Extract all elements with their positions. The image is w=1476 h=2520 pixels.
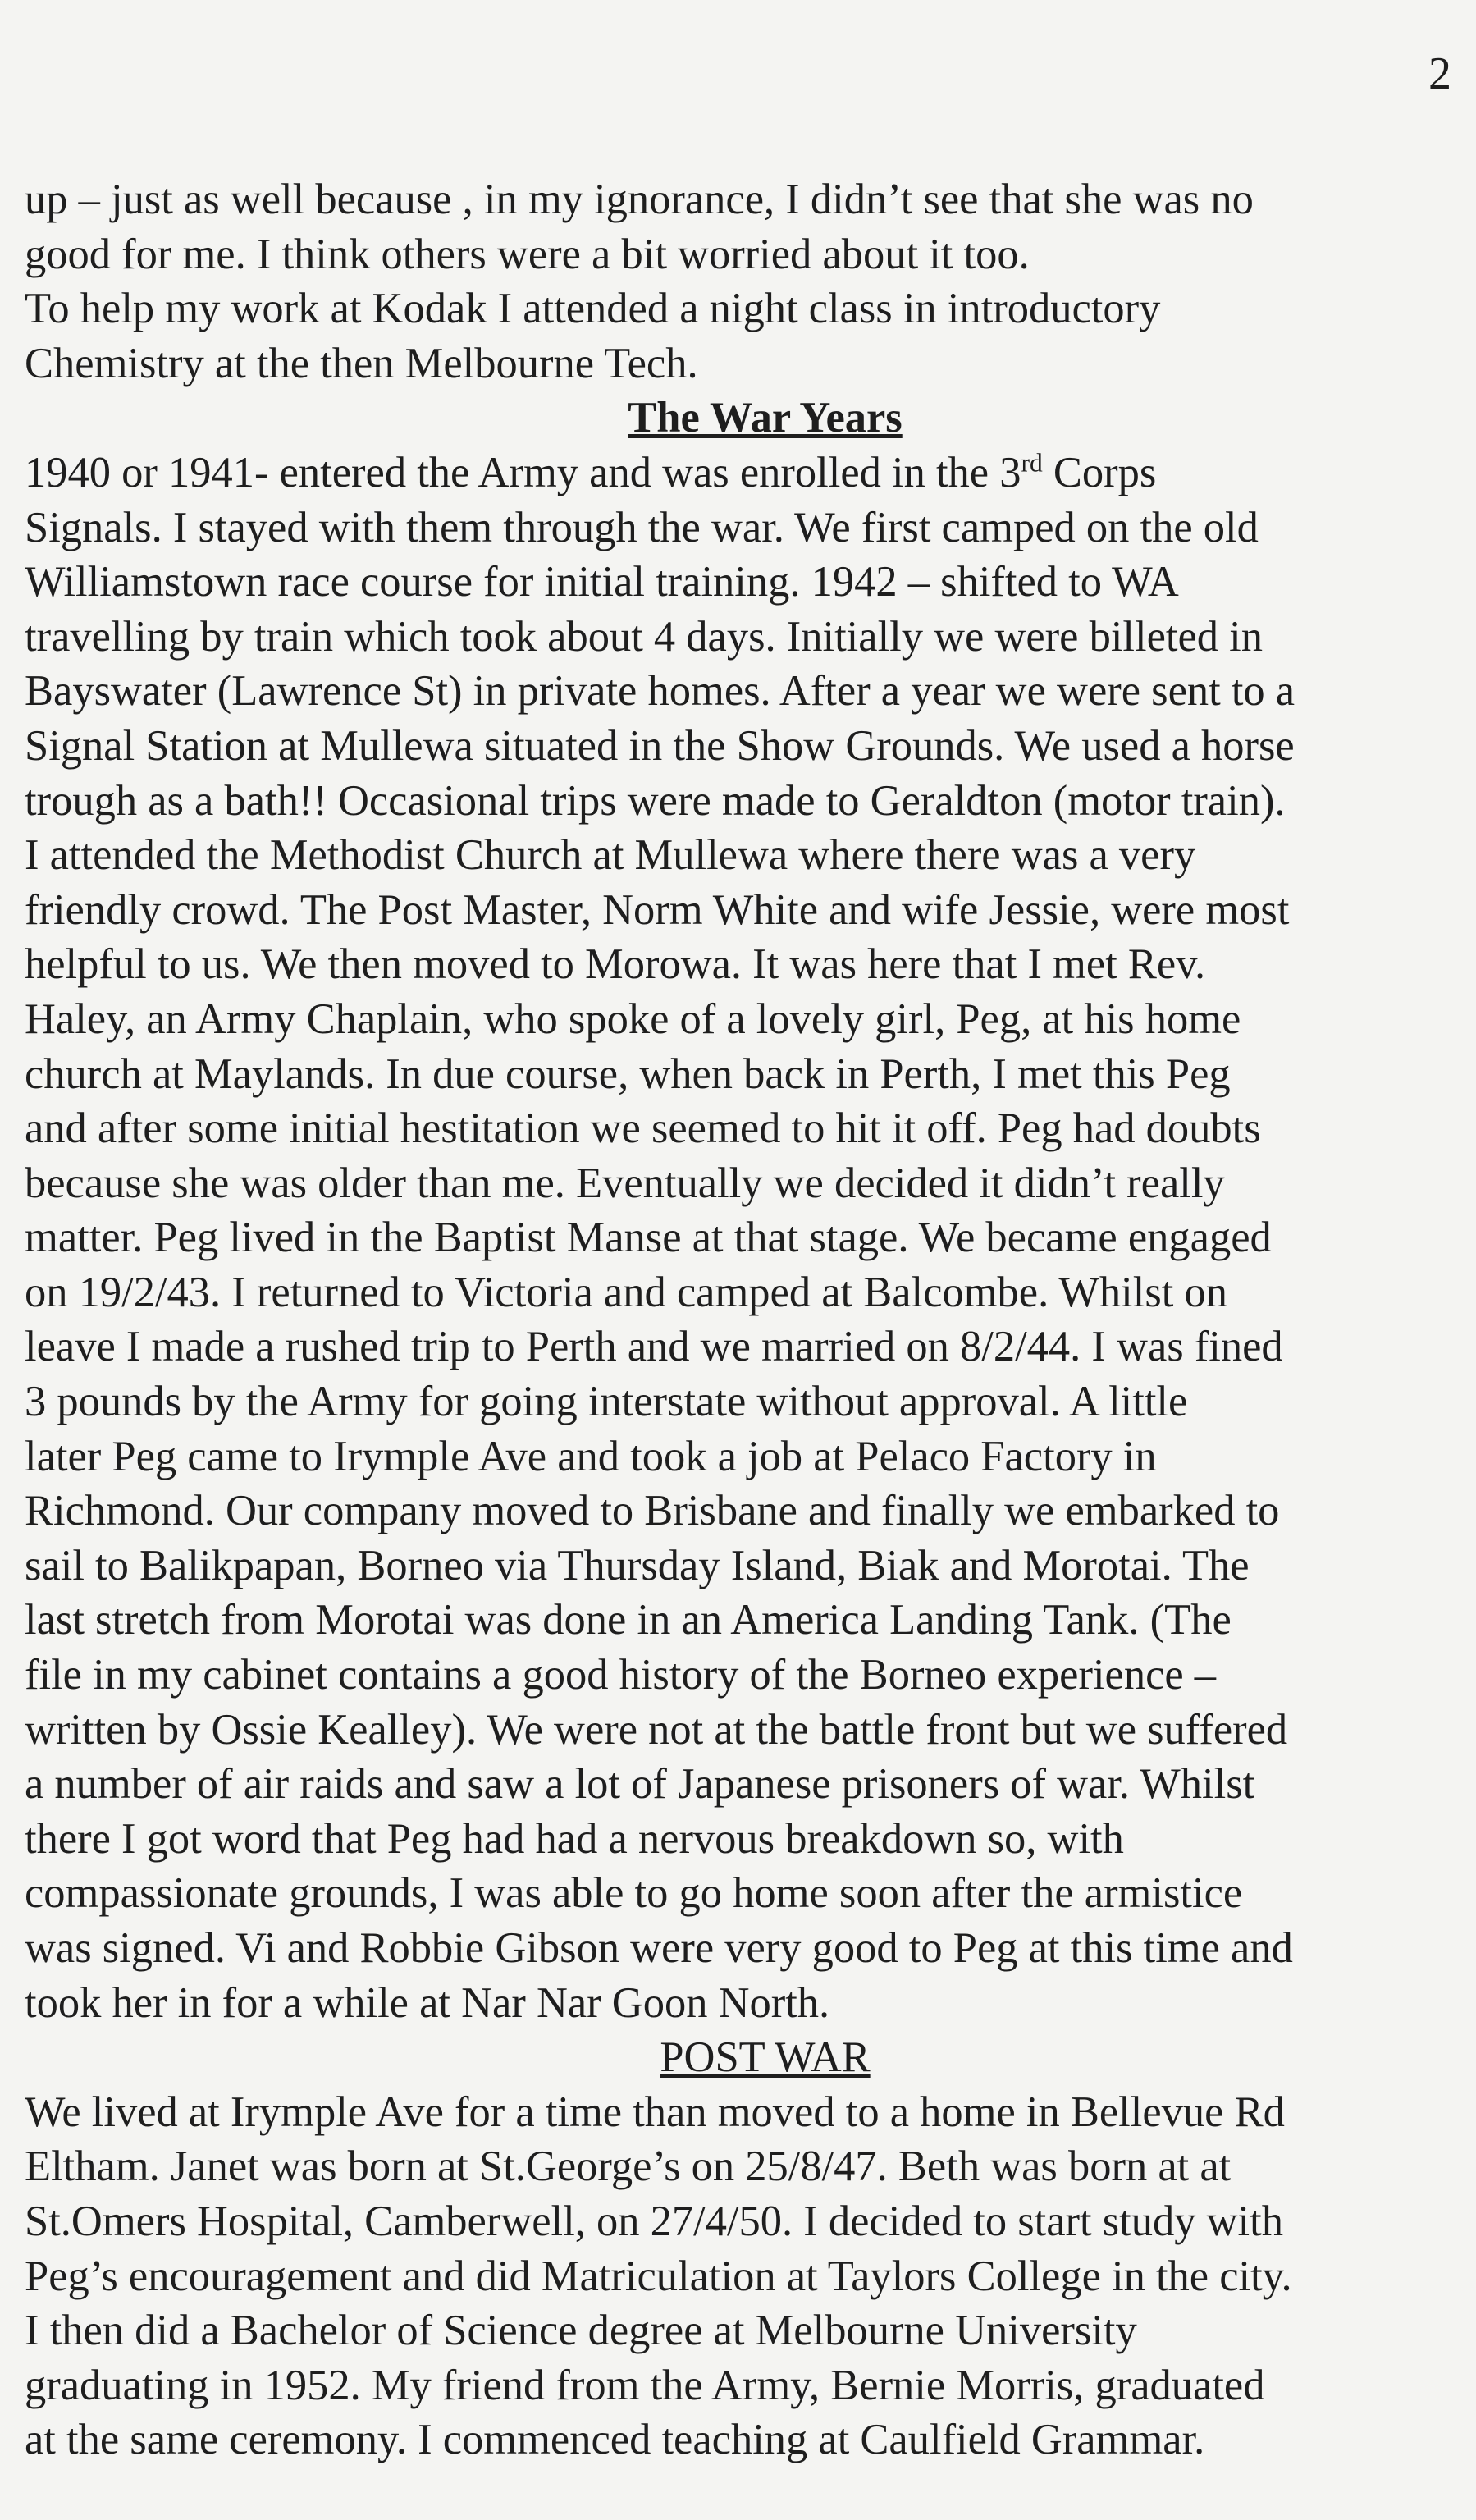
text-line: up – just as well because , in my ignorance, I didn’t see that she was no	[25, 176, 1254, 223]
text-line: trough as a bath!! Occasional trips were made to Geraldton (motor train).	[25, 776, 1286, 825]
text-line: I attended the Methodist Church at Mullewa where there was a very	[25, 831, 1196, 880]
text-line: a number of air raids and saw a lot of Japanese prisoners of war. Whilst	[25, 1760, 1255, 1809]
superscript-ordinal: rd	[1021, 448, 1043, 478]
text-line: was signed. Vi and Robbie Gibson were very good to Peg at this time and	[25, 1924, 1293, 1972]
page-number: 2	[1428, 48, 1451, 99]
text-line: Peg’s encouragement and did Matriculation at Taylors College in the city.	[25, 2252, 1292, 2300]
text-line: Chemistry at the then Melbourne Tech.	[25, 339, 698, 387]
text-line: Signals. I stayed with them through the war. We first camped on the old	[25, 503, 1259, 551]
section-heading-post-war: POST WAR	[660, 2033, 871, 2082]
text-line: To help my work at Kodak I attended a night class in introductory	[25, 285, 1161, 333]
text-line: St.Omers Hospital, Camberwell, on 27/4/50. I decided to start study with	[25, 2197, 1283, 2245]
text-line: compassionate grounds, I was able to go home soon after the armistice	[25, 1869, 1243, 1918]
text-line: took her in for a while at Nar Nar Goon North.	[25, 1978, 830, 2027]
text-line: matter. Peg lived in the Baptist Manse at that stage. We became engaged	[25, 1214, 1272, 1262]
intro-paragraph	[25, 172, 1456, 391]
text-line: Eltham. Janet was born at St.George’s on 25/8/47. Beth was born at at	[25, 2143, 1232, 2191]
text-line: graduating in 1952. My friend from the Army, Bernie Morris, graduated	[25, 2361, 1265, 2409]
section-heading-war-years: The War Years	[628, 394, 903, 442]
document-body	[25, 172, 1456, 2467]
post-war-paragraph	[25, 2085, 1456, 2467]
text-line: Bayswater (Lawrence St) in private homes. After a year we were sent to a	[25, 667, 1295, 716]
text-line: 3 pounds by the Army for going interstate without approval. A little	[25, 1378, 1188, 1426]
text-line: I then did a Bachelor of Science degree at Melbourne University	[25, 2307, 1137, 2355]
war-years-paragraph	[25, 446, 1456, 2030]
text-line	[25, 446, 1456, 501]
text-line: written by Ossie Kealley). We were not at the battle front but we suffered	[25, 1705, 1288, 1754]
text-fragment: 1940 or 1941- entered the Army and was enrolled in the 3	[25, 448, 1021, 496]
text-line: sail to Balikpapan, Borneo via Thursday Island, Biak and Morotai. The	[25, 1541, 1250, 1589]
text-line: there I got word that Peg had had a nervous breakdown so, with	[25, 1814, 1124, 1863]
text-line: church at Maylands. In due course, when back in Perth, I met this Peg	[25, 1050, 1231, 1098]
text-line: Signal Station at Mullewa situated in the Show Grounds. We used a horse	[25, 721, 1295, 770]
text-line: file in my cabinet contains a good history of the Borneo experience –	[25, 1651, 1217, 1699]
text-line: Haley, an Army Chaplain, who spoke of a lovely girl, Peg, at his home	[25, 995, 1241, 1043]
text-line: good for me. I think others were a bit worried about it too.	[25, 230, 1030, 278]
text-line: last stretch from Morotai was done in an America Landing Tank. (The	[25, 1596, 1232, 1644]
text-line: travelling by train which took about 4 days. Initially we were billeted in	[25, 612, 1263, 661]
text-line: We lived at Irymple Ave for a time than moved to a home in Bellevue Rd	[25, 2088, 1285, 2136]
text-line: Williamstown race course for initial training. 1942 – shifted to WA	[25, 558, 1179, 606]
text-line: later Peg came to Irymple Ave and took a job at Pelaco Factory in	[25, 1432, 1157, 1480]
text-line: and after some initial hestitation we seemed to hit it off. Peg had doubts	[25, 1105, 1261, 1153]
text-line: because she was older than me. Eventually we decided it didn’t really	[25, 1159, 1225, 1207]
text-line: leave I made a rushed trip to Perth and we married on 8/2/44. I was fined	[25, 1323, 1283, 1371]
text-line: on 19/2/43. I returned to Victoria and camped at Balcombe. Whilst on	[25, 1268, 1228, 1316]
text-line: friendly crowd. The Post Master, Norm White and wife Jessie, were most	[25, 885, 1290, 934]
text-line: Richmond. Our company moved to Brisbane and finally we embarked to	[25, 1487, 1280, 1535]
text-line: at the same ceremony. I commenced teaching at Caulfield Grammar.	[25, 2416, 1205, 2464]
text-fragment: Corps	[1042, 448, 1157, 496]
text-line: helpful to us. We then moved to Morowa. It was here that I met Rev.	[25, 940, 1206, 989]
